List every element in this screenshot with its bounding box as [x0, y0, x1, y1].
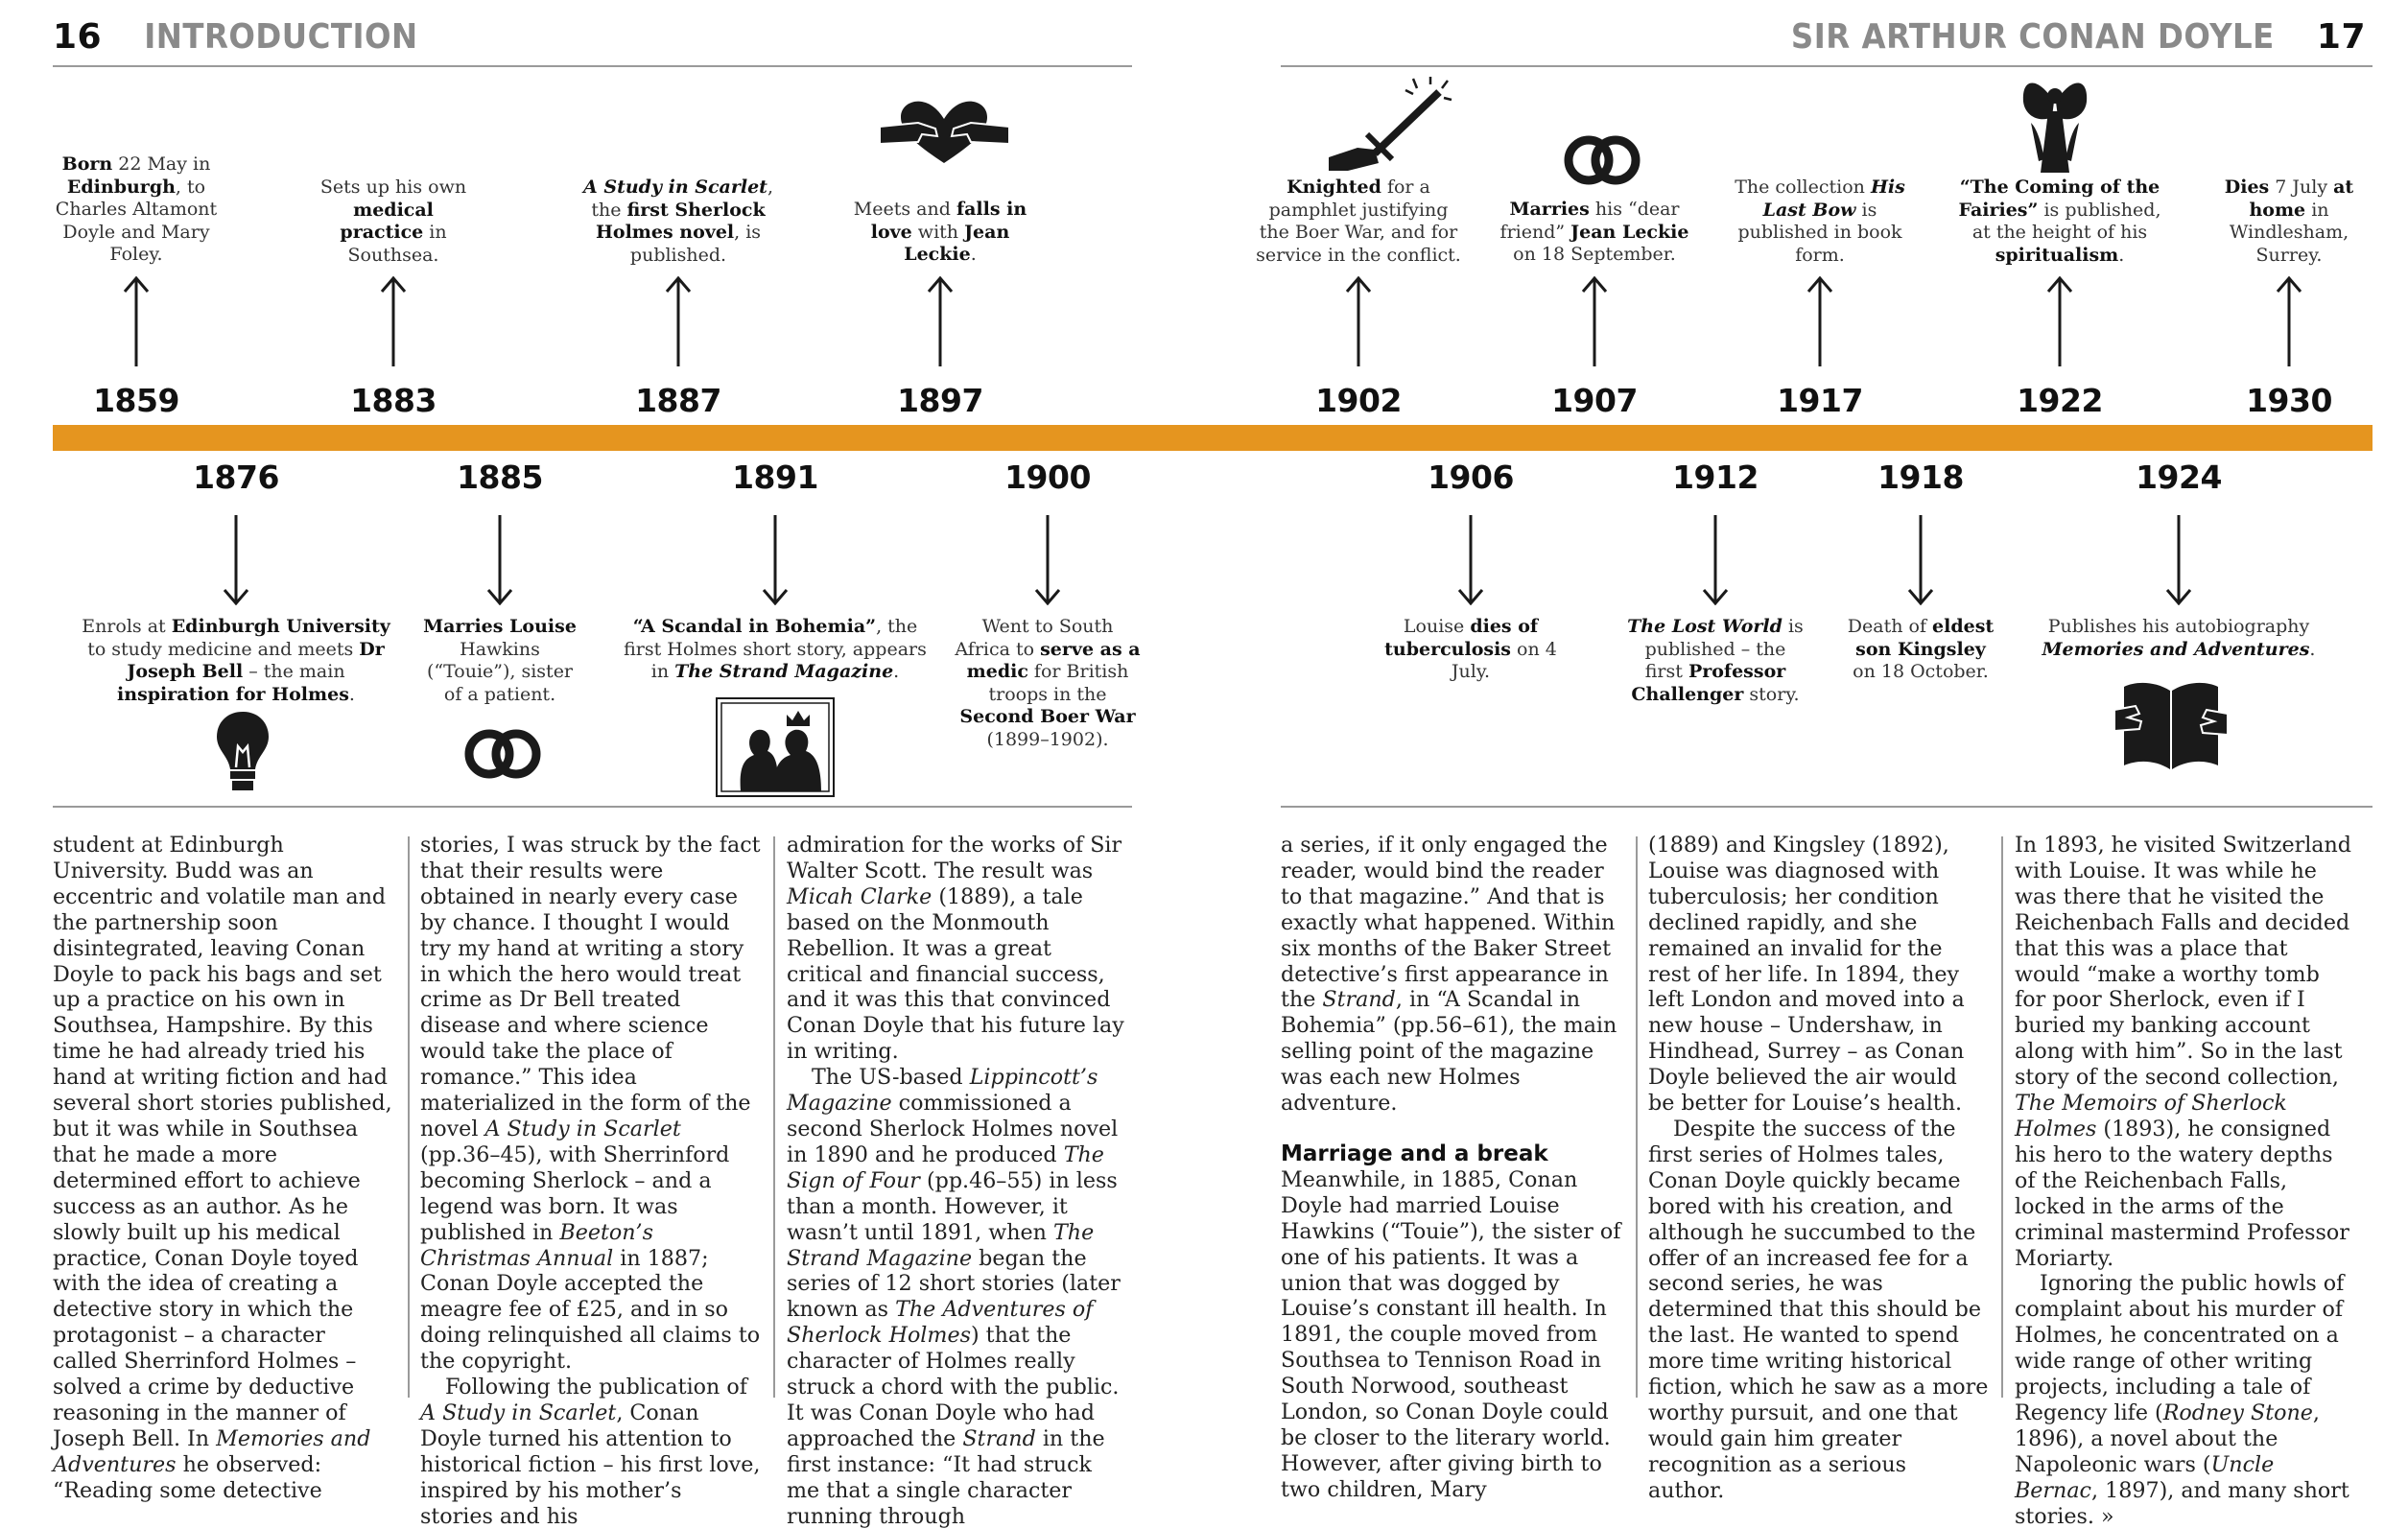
body-column-1: [53, 833, 393, 1504]
timeline-event-1859: Born 22 May in Edinburgh, to Charles Altamont Doyle and Mary Foley.: [55, 153, 218, 265]
lightbulb-icon: [213, 708, 272, 792]
timeline-year-1902: 1902: [1315, 382, 1402, 419]
body-paragraph: Ignoring the public howls of complaint about his murder of Holmes, he concentrated on a wide range of other writing projects, including a tale of Regency life (Rodney Stone, 1896), a novel about the Napoleonic wars (Uncle Bernac, 1897), and many short stories. »: [2015, 1271, 2349, 1529]
timeline-arrow-down: [1701, 513, 1730, 605]
right-page-title: SIR ARTHUR CONAN DOYLE: [1790, 17, 2275, 57]
timeline-event-1900: Went to South Africa to serve as a medic for British troops in the Second Boer War (1899–1902).: [955, 616, 1141, 750]
left-page-title: INTRODUCTION: [144, 17, 418, 57]
timeline-event-1887: A Study in Scarlet, the first Sherlock Holmes novel, is published.: [583, 176, 773, 266]
rings-icon-1907: [1562, 132, 1642, 188]
body-rule-right: [1281, 806, 2373, 808]
timeline-event-1902: Knighted for a pamphlet justifying the Boer War, and for service in the conflict.: [1256, 176, 1461, 266]
timeline-year-1922: 1922: [2017, 382, 2103, 419]
timeline-arrow-down: [1033, 513, 1062, 605]
timeline-event-1883: Sets up his own medical practice in Southsea.: [319, 176, 467, 266]
timeline-year-1924: 1924: [2136, 459, 2222, 496]
body-rule-left: [53, 806, 1132, 808]
king-silhouette-icon: [716, 697, 835, 797]
body-column-3: [787, 833, 1127, 1529]
timeline-arrow-down: [1906, 513, 1935, 605]
timeline-arrow-up: [926, 276, 955, 368]
fairy-icon: [2019, 73, 2090, 176]
body-paragraph: Meanwhile, in 1885, Conan Doyle had married Louise Hawkins (“Touie”), the sister of one of his patients. It was a union that was dogged by Louise’s constant ill health. In 1891, the couple moved from Southsea to Tennison Road in South Norwood, southeast London, so Conan Doyle could be closer to the literary world. However, after giving birth to two children, Mary: [1281, 1166, 1621, 1502]
timeline-year-1912: 1912: [1672, 459, 1759, 496]
timeline-year-1876: 1876: [193, 459, 279, 496]
timeline-event-1912: The Lost World is published – the first Professor Challenger story.: [1627, 616, 1804, 705]
timeline-arrow-down: [485, 513, 514, 605]
body-paragraph: Following the publication of A Study in Scarlet, Conan Doyle turned his attention to historical fiction – his first love, inspired by his mother’s stories and his: [420, 1375, 761, 1529]
timeline-year-1906: 1906: [1428, 459, 1514, 496]
timeline-year-1917: 1917: [1777, 382, 1863, 419]
left-page-number: 16: [53, 17, 103, 57]
timeline-arrow-up: [1806, 276, 1834, 368]
header-rule-left: [53, 65, 1132, 67]
right-page-number: 17: [2316, 17, 2366, 57]
column-divider-1: [408, 836, 410, 1398]
timeline-year-1883: 1883: [350, 382, 437, 419]
rings-icon-1885: [462, 726, 543, 782]
timeline-event-1917: The collection His Last Bow is published in book form.: [1735, 176, 1905, 266]
timeline-year-1885: 1885: [457, 459, 543, 496]
timeline-bar: [53, 425, 2373, 451]
timeline-event-1876: Enrols at Edinburgh University to study medicine and meets Dr Joseph Bell – the main inspiration for Holmes.: [82, 616, 390, 705]
timeline-event-1891: “A Scandal in Bohemia”, the first Holmes short story, appears in The Strand Magazine.: [624, 616, 927, 682]
body-paragraph: The US-based Lippincott’s Magazine commissioned a second Sherlock Holmes novel in 1890 and he produced The Sign of Four (pp.46–55) in less than a month. However, it wasn’t until 1891, when The Strand Magazine began the series of 12 short stories (later known as The Adventures of Sherlock Holmes) that the character of Holmes really struck a chord with the public. It was Conan Doyle who had approached the Strand in the first instance: “It had struck me that a single character running through: [787, 1065, 1121, 1529]
timeline-arrow-down: [2164, 513, 2193, 605]
timeline-arrow-down: [222, 513, 250, 605]
timeline-event-1897: Meets and falls in love with Jean Leckie.: [853, 199, 1027, 265]
body-paragraph: stories, I was struck by the fact that their results were obtained in nearly every case by chance. I thought I would try my hand at writing a story in which the hero would treat crime as Dr Bell treated disease and where science would take the place of romance.” This idea materialized in the form of the novel A Study in Scarlet (pp.36–45), with Sherrinford becoming Sherlock – and a legend was born. It was published in Beeton’s Christmas Annual in 1887; Conan Doyle accepted the meagre fee of £25, and in so doing relinquished all claims to the copyright.: [420, 833, 761, 1375]
timeline-arrow-up: [1580, 276, 1609, 368]
body-column-5: [1648, 833, 1989, 1504]
timeline-year-1930: 1930: [2246, 382, 2332, 419]
timeline-year-1900: 1900: [1004, 459, 1091, 496]
column-divider-2: [773, 836, 775, 1398]
right-page-header: [1791, 17, 2366, 57]
body-paragraph: (1889) and Kingsley (1892), Louise was diagnosed with tuberculosis; her condition declined rapidly, and she remained an invalid for the rest of her life. In 1894, they left London and moved into a new house – Undershaw, in Hindhead, Surrey – as Conan Doyle believed the air would be better for Louise’s health.: [1648, 833, 1965, 1117]
header-rule-right: [1281, 65, 2373, 67]
timeline-arrow-down: [1456, 513, 1485, 605]
body-column-6: [2015, 833, 2355, 1529]
timeline-arrow-up: [1344, 276, 1373, 368]
timeline-year-1897: 1897: [897, 382, 983, 419]
body-paragraph: student at Edinburgh University. Budd was an eccentric and volatile man and the partnership soon disintegrated, leaving Conan Doyle to pack his bags and set up a practice on his own in Southsea, Hampshire. By this time he had already tried his hand at writing fiction and had several short stories published, but it was while in Southsea that he made a more determined effort to achieve success as an author. As he slowly built up his medical practice, Conan Doyle toyed with the idea of creating a detective story in which the protagonist – a character called Sherrinford Holmes – solved a crime by deductive reasoning in the manner of Joseph Bell. In Memories and Adventures he observed: “Reading some detective: [53, 833, 392, 1503]
timeline-arrow-up: [379, 276, 408, 368]
book-hands-icon: [2114, 677, 2228, 777]
left-page-header: [53, 17, 418, 57]
body-paragraph: a series, if it only engaged the reader, would bind the reader to that magazine.” And that is exactly what happened. Within six months of the Baker Street detective’s first appearance in the Strand, in “A Scandal in Bohemia” (pp.56–61), the main selling point of the magazine was each new Holmes adventure.: [1281, 833, 1617, 1117]
heart-hands-icon: [880, 100, 1009, 165]
timeline-year-1887: 1887: [635, 382, 721, 419]
body-paragraph: In 1893, he visited Switzerland with Louise. It was while he was there that he visited the Reichenbach Falls and decided that this was a place that would “make a worthy tomb for poor Sherlock, even if I buried my banking account along with him”. So in the last story of the second collection, The Memoirs of Sherlock Holmes (1893), he consigned his hero to the watery depths of the Reichenbach Falls, locked in the arms of the criminal mastermind Professor Moriarty.: [2015, 833, 2352, 1271]
timeline-event-1924: Publishes his autobiography Memories and Adventures.: [2042, 616, 2316, 660]
timeline-year-1907: 1907: [1551, 382, 1638, 419]
body-column-2: [420, 833, 761, 1529]
timeline-event-1906: Louise dies of tuberculosis on 4 July.: [1384, 616, 1557, 682]
timeline-arrow-up: [2045, 276, 2074, 368]
timeline-event-1907: Marries his “dear friend” Jean Leckie on 18 September.: [1499, 199, 1689, 265]
timeline-arrow-up: [664, 276, 693, 368]
body-paragraph: Despite the success of the first series of Holmes tales, Conan Doyle quickly became bored with his creation, and although he succumbed to the offer of an increased fee for a second series, he was determined that this should be the last. He wanted to spend more time writing historical fiction, which he saw as a more worthy pursuit, and one that would gain him greater recognition as a serious author.: [1648, 1116, 1989, 1503]
sword-hand-icon: [1329, 77, 1453, 173]
section-heading: Marriage and a break: [1281, 1141, 1548, 1166]
body-column-4: [1281, 833, 1621, 1503]
timeline-event-1885: Marries Louise Hawkins (“Touie”), sister of a patient.: [423, 616, 577, 705]
timeline-year-1859: 1859: [93, 382, 179, 419]
timeline-year-1891: 1891: [732, 459, 818, 496]
timeline-event-1922: “The Coming of the Fairies” is published, at the height of his spiritualism.: [1958, 176, 2161, 266]
body-paragraph: admiration for the works of Sir Walter Scott. The result was Micah Clarke (1889), a tale based on the Monmouth Rebellion. It was a great critical and financial success, and it was this that convinced Conan Doyle that his future lay in writing.: [787, 833, 1124, 1065]
timeline-year-1918: 1918: [1877, 459, 1964, 496]
timeline-arrow-up: [2275, 276, 2303, 368]
timeline-event-1930: Dies 7 July at home in Windlesham, Surrey.: [2224, 176, 2354, 266]
timeline-arrow-up: [122, 276, 151, 368]
timeline-event-1918: Death of eldest son Kingsley on 18 October.: [1847, 616, 1995, 682]
timeline-arrow-down: [761, 513, 790, 605]
column-divider-3: [1636, 836, 1638, 1398]
column-divider-4: [2001, 836, 2003, 1398]
